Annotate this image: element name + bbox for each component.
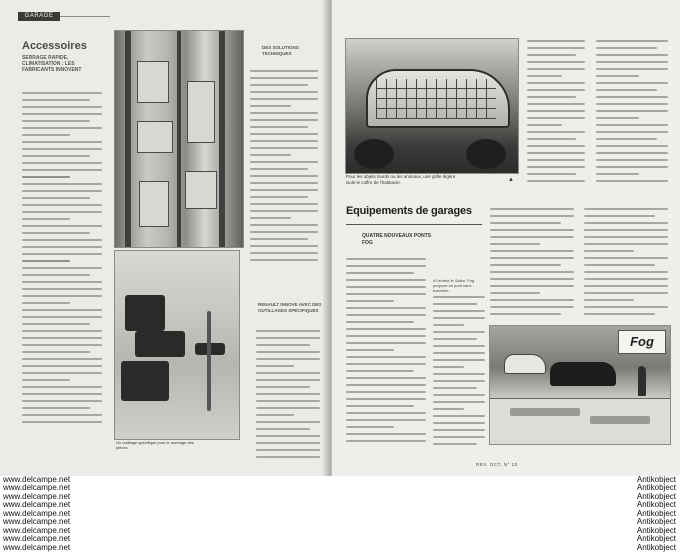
side-note: A l'entrée le Salon, Fog propose un pont sans tranchée. — [433, 278, 475, 293]
right-narrow-column — [250, 70, 318, 266]
bottom-narrow-column — [256, 330, 320, 463]
right-col-b-top — [596, 40, 668, 187]
rubric-rule — [60, 16, 110, 17]
watermark-line: Antikobject — [636, 500, 676, 510]
page-folio: REV. OCT. N° 10 — [476, 462, 518, 467]
watermark-line: Antikobject — [636, 534, 676, 544]
watermark-left — [3, 476, 70, 552]
watermark-line: Antikobject — [636, 525, 676, 535]
watermark-line: Antikobject — [636, 475, 676, 484]
article-column-2 — [490, 208, 574, 320]
section-deck: SERRAGE RAPIDE, CLIMATISATION : LES FABRICANTS INNOVENT — [22, 55, 82, 73]
watermark-line: www.delcampe.net — [3, 491, 71, 501]
watermark-line: www.delcampe.net — [3, 525, 71, 535]
title-rule — [346, 224, 482, 225]
watermark-right — [637, 476, 676, 552]
watermark-line: www.delcampe.net — [3, 500, 71, 510]
device-caption: Un outillage spécifique pour le montage des pièces — [116, 440, 194, 450]
watermark-line: Antikobject — [636, 483, 676, 493]
watermark-line: Antikobject — [636, 517, 676, 527]
side-note-lines — [433, 296, 485, 450]
section-title: Accessoires — [22, 40, 87, 52]
fog-garage-photo — [489, 325, 671, 445]
tool-device-photo — [114, 250, 240, 440]
article-title: Equipements de garages — [346, 205, 472, 217]
watermark-line: www.delcampe.net — [3, 483, 71, 493]
left-text-column — [22, 92, 102, 428]
right-col-a-top — [527, 40, 585, 187]
article-column-1 — [346, 258, 426, 447]
watermark-line: www.delcampe.net — [3, 542, 71, 552]
left-page — [0, 0, 328, 476]
watermark-line: www.delcampe.net — [3, 508, 71, 518]
section-rubric: GARAGE — [18, 12, 60, 21]
watermark-line: Antikobject — [636, 491, 676, 501]
caption-marker: ▲ — [508, 177, 514, 183]
callout-top: DES SOLUTIONS TECHNIQUES — [262, 45, 299, 56]
article-deck: QUATRE NOUVEAUX PONTS FOG — [362, 233, 432, 246]
car-caption: Pour les objets lourds ou les animaux, une grille légère isole le coffre de l'habitacle. — [346, 174, 456, 185]
callout-mid: RENAULT INNOVE AVEC DES OUTILLAGES SPÉCIFIQUES — [258, 302, 322, 313]
article-column-3 — [584, 208, 668, 320]
watermark-line: www.delcampe.net — [3, 534, 71, 544]
watermark-line: Antikobject — [636, 508, 676, 518]
fog-sign: Fog — [618, 330, 666, 354]
watermark-line: www.delcampe.net — [3, 475, 71, 484]
watermark-line: www.delcampe.net — [3, 517, 71, 527]
car-trunk-photo — [345, 38, 519, 174]
watermark-line: Antikobject — [636, 542, 676, 552]
equipment-rack-photo — [114, 30, 244, 248]
